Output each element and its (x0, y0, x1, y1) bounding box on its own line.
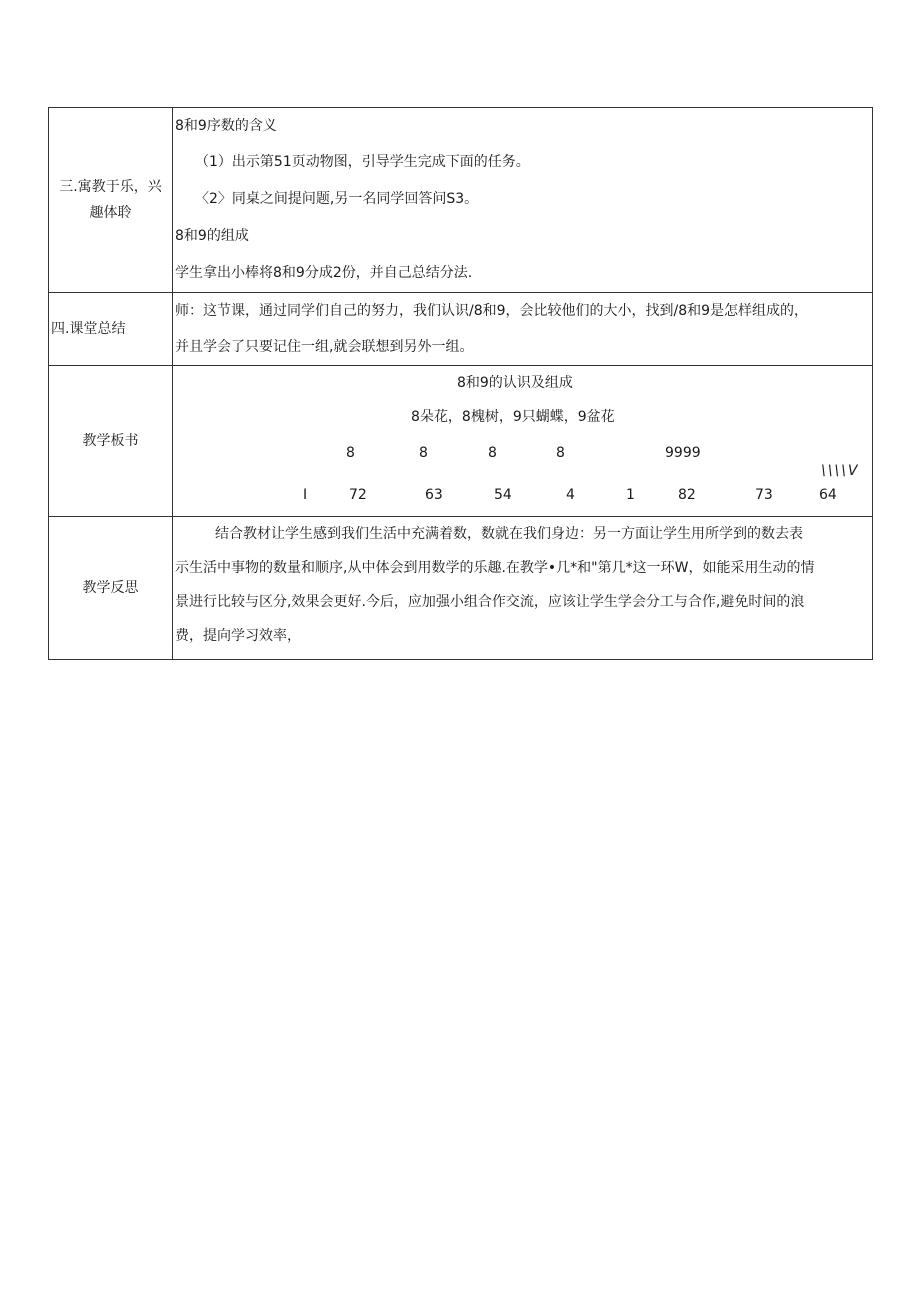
summary-content-cell (173, 293, 873, 366)
board-bottom-number: 4 (566, 487, 575, 503)
reflection-line-1: 结合教材让学生感到我们生活中充满着数，数就在我们身边：另一方面让学生用所学到的数去表 (215, 526, 803, 542)
reflection-line-4: 费，提向学习效率， (175, 628, 301, 644)
reflection-row (49, 517, 873, 660)
summary-line-2: 并且学会了只要记住一组,就会联想到另外一组。 (175, 339, 474, 355)
board-label: 教学板书 (82, 433, 139, 449)
reflection-line-2: 示生活中事物的数量和顺序,从中体会到用数学的乐趣.在教学•几*和"第几*这一环W，如能采用生动的情 (175, 560, 815, 576)
board-top-number: 8 (488, 445, 497, 461)
activity-row (49, 108, 873, 293)
board-content-cell (173, 366, 873, 517)
board-top-number: 8 (419, 445, 428, 461)
reflection-label: 教学反思 (82, 580, 139, 596)
summary-label-cell (49, 293, 173, 366)
reflection-content-cell (173, 517, 873, 660)
board-bottom-number: 82 (678, 487, 696, 503)
board-tally-marks: \\\\V (821, 463, 860, 479)
board-top-number: 9999 (665, 445, 701, 461)
activity-line-5: 学生拿出小棒将8和9分成2份，并自己总结分法. (175, 265, 473, 281)
summary-label: 四.课堂总结 (51, 321, 126, 337)
activity-label-line-1: 三.寓教于乐，兴 (59, 179, 162, 195)
activity-line-4: 8和9的组成 (175, 228, 249, 244)
board-bottom-number: 54 (494, 487, 512, 503)
board-title: 8和9的认识及组成 (457, 375, 573, 391)
board-row (49, 366, 873, 517)
board-bottom-number: 63 (425, 487, 443, 503)
board-subtitle: 8朵花，8槐树，9只蝴蝶，9盆花 (411, 409, 615, 425)
reflection-label-cell (49, 517, 173, 660)
activity-line-2: （1）出示第51页动物图，引导学生完成下面的任务。 (195, 154, 530, 170)
board-top-number: 8 (346, 445, 355, 461)
activity-content-cell (173, 108, 873, 293)
blackboard-layout (175, 366, 872, 516)
board-bottom-number: 64 (819, 487, 837, 503)
board-top-number: 8 (556, 445, 565, 461)
activity-label-cell (49, 108, 173, 293)
lesson-plan-table (48, 107, 873, 660)
board-label-cell (49, 366, 173, 517)
board-bottom-number: 1 (626, 487, 635, 503)
board-bottom-number: 72 (349, 487, 367, 503)
summary-row (49, 293, 873, 366)
board-bottom-number: I (303, 487, 308, 503)
activity-line-3: 〈2〉同桌之间提问题,另一名同学回答问S3。 (195, 191, 479, 207)
reflection-line-3: 景进行比较与区分,效果会更好.今后，应加强小组合作交流，应该让学生学会分工与合作,避免时间的浪 (175, 594, 805, 610)
activity-label-line-2: 趣体聆 (89, 205, 132, 221)
activity-line-1: 8和9序数的含义 (175, 118, 277, 134)
summary-line-1: 师：这节课，通过同学们自己的努力，我们认识/8和9，会比较他们的大小，找到/8和9是怎样组成的， (175, 303, 809, 319)
board-bottom-number: 73 (755, 487, 773, 503)
